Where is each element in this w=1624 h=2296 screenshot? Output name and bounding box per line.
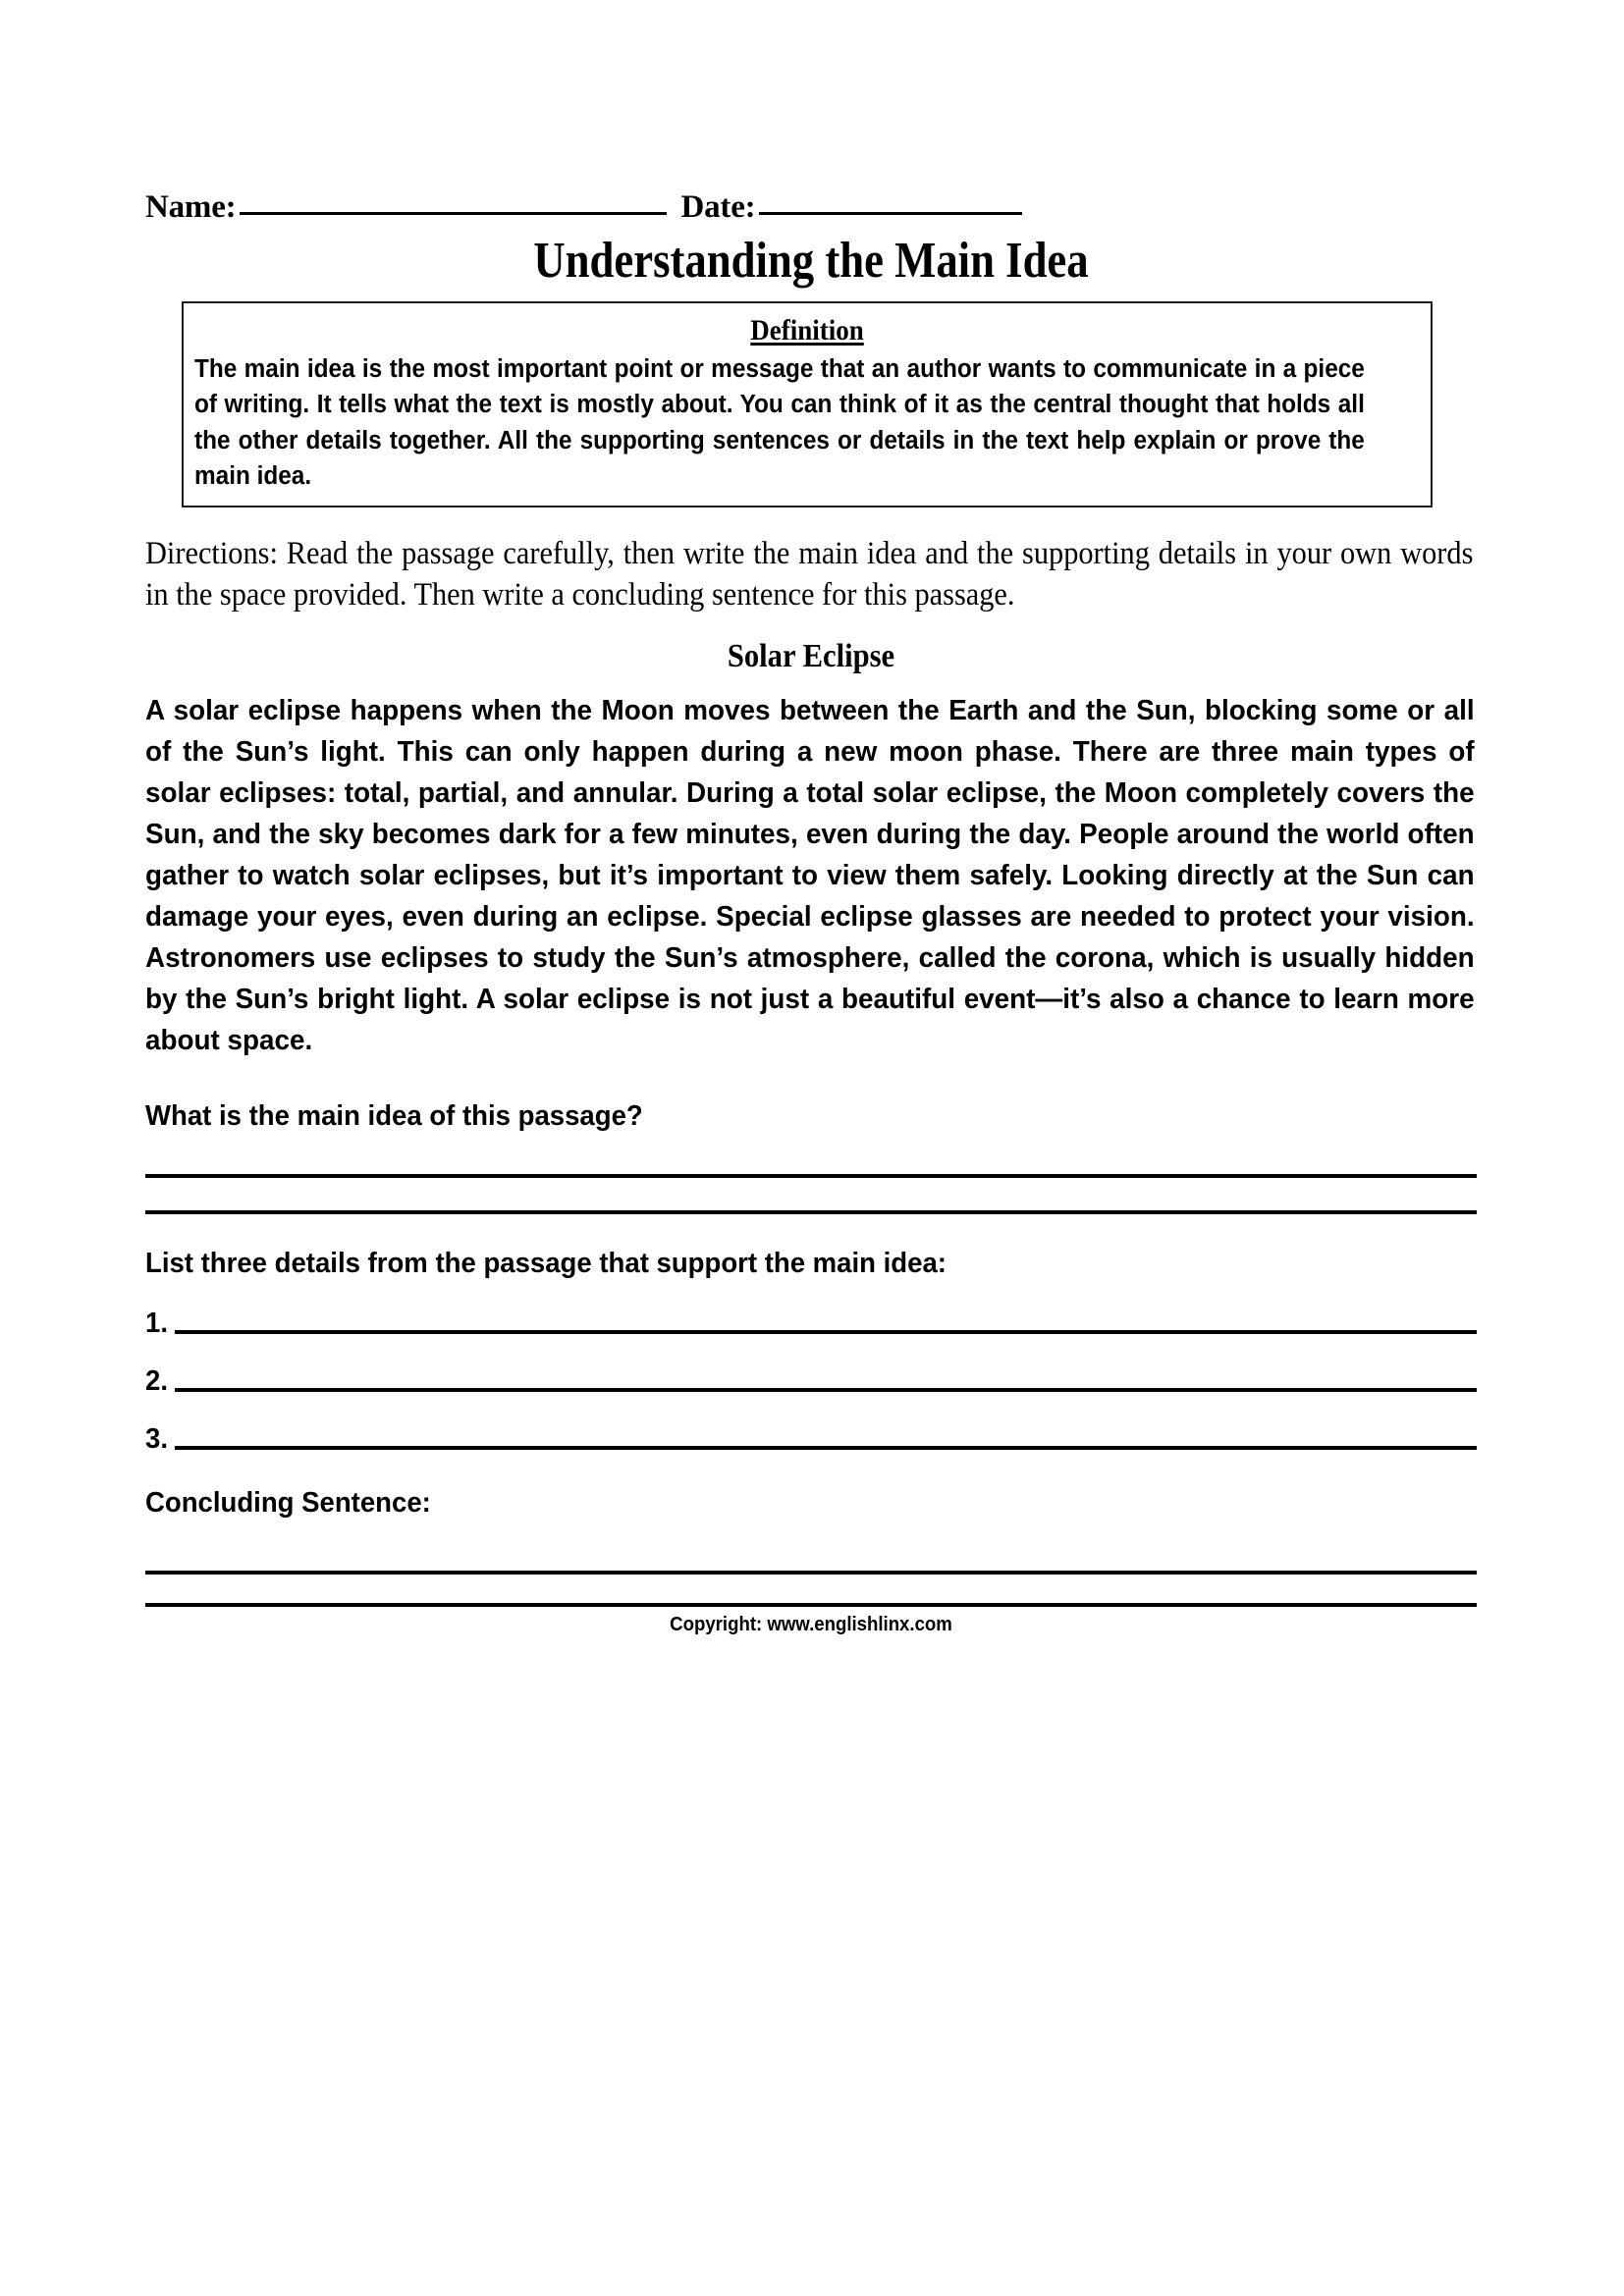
detail-answer-line-1[interactable]: [175, 1330, 1477, 1334]
detail-number-2: 2.: [145, 1365, 168, 1398]
concluding-answer-line-2[interactable]: [145, 1603, 1477, 1607]
date-label: Date:: [680, 189, 756, 225]
passage-title: Solar Eclipse: [727, 638, 895, 675]
supporting-details-block: [145, 1248, 1477, 1454]
detail-answer-line-2[interactable]: [175, 1388, 1477, 1392]
detail-row-3: [145, 1425, 1477, 1454]
main-idea-answer-line-1[interactable]: [145, 1174, 1477, 1178]
directions-paragraph: Directions: Read the passage carefully, then write the main idea and the supporting details in your own words in the space provided. Then write a concluding sentence for this passage.: [145, 535, 1474, 614]
definition-body: The main idea is the most important point or message that an author wants to communicate in a piece of writing. It tells what the text is mostly about. You can think of it as the central thought that holds all the other details together. All the supporting sentences or details in the text help explain or prove the main idea.: [194, 355, 1365, 490]
page-title: Understanding the Main Idea: [533, 233, 1089, 289]
detail-row-2: [145, 1367, 1477, 1396]
detail-number-1: 1.: [145, 1308, 168, 1340]
date-input-line[interactable]: [759, 180, 1022, 215]
detail-number-3: 3.: [145, 1423, 168, 1456]
name-date-row: [145, 182, 1477, 226]
definition-box: [182, 301, 1433, 507]
name-input-line[interactable]: [240, 180, 667, 215]
detail-row-1: [145, 1309, 1477, 1338]
concluding-sentence-block: [145, 1487, 1477, 1607]
main-idea-question-block: [145, 1100, 1477, 1214]
concluding-sentence-label: Concluding Sentence:: [145, 1487, 431, 1520]
main-idea-prompt: What is the main idea of this passage?: [145, 1100, 643, 1133]
main-idea-answer-line-2[interactable]: [145, 1210, 1477, 1214]
detail-answer-line-3[interactable]: [175, 1446, 1477, 1450]
details-prompt: List three details from the passage that support the main idea:: [145, 1248, 947, 1280]
concluding-answer-line-1[interactable]: [145, 1571, 1477, 1575]
passage-body: A solar eclipse happens when the Moon moves between the Earth and the Sun, blocking some or all of the Sun’s light. This can only happen during a new moon phase. There are three main types of solar eclipses: total, partial, and annular. During a total solar eclipse, the Moon completely covers the Sun, and the sky becomes dark for a few minutes, even during the day. People around the world often gather to watch solar eclipses, but it’s important to view them safely. Looking directly at the Sun can damage your eyes, even during an eclipse. Special eclipse glasses are needed to protect your vision. Astronomers use eclipses to study the Sun’s atmosphere, called the corona, which is usually hidden by the Sun’s bright light. A solar eclipse is not just a beautiful event—it’s also a chance to learn more about space.: [145, 695, 1475, 1057]
name-label: Name:: [145, 189, 237, 225]
worksheet-content: [145, 182, 1477, 1636]
definition-heading: Definition: [750, 314, 864, 347]
copyright-footer: Copyright: www.englishlinx.com: [670, 1614, 952, 1636]
